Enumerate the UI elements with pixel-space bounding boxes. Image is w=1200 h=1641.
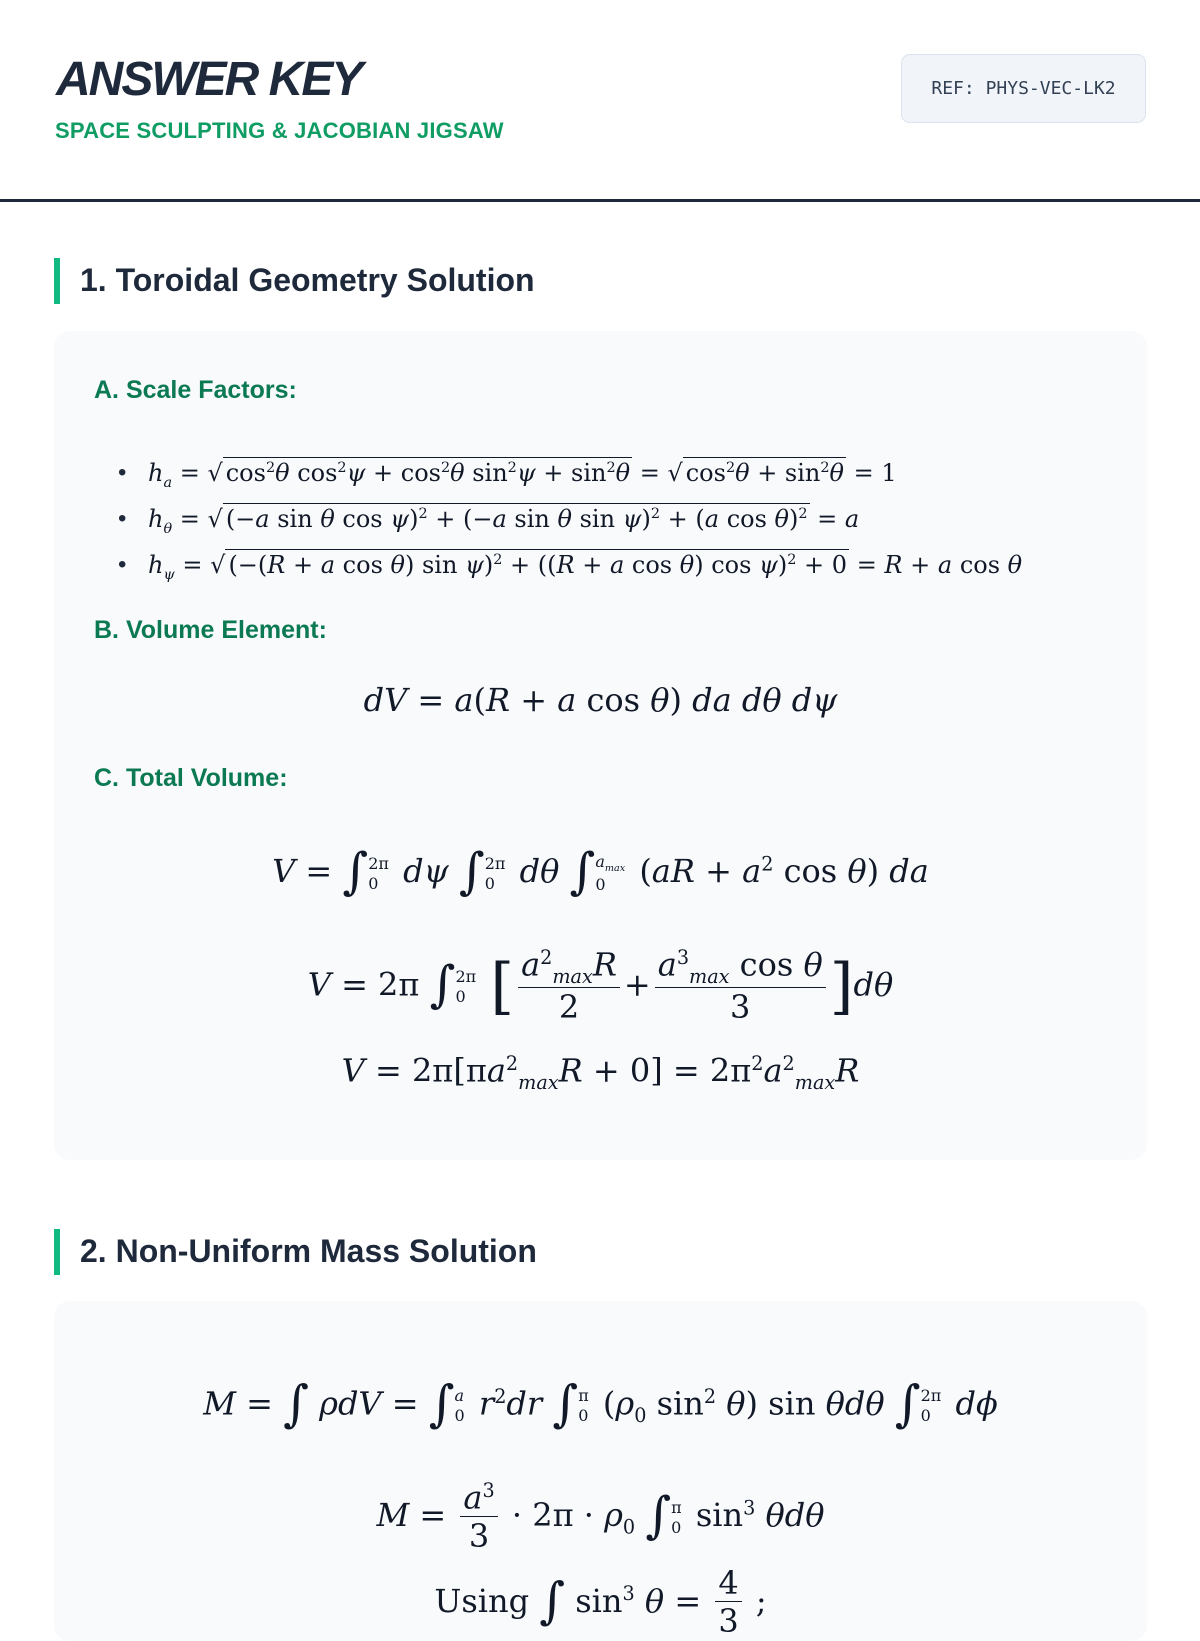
scale-factor-h-a: • $h_a$ = √ $\cos^2\theta$ $\cos^2\psi + \cos^2\theta$ $\sin^2\psi + \sin^2\theta$ = √ $\cos^2\theta + \sin^2\theta = 1$ xyxy=(118,450,1022,496)
reference-code: PHYS-VEC-LK2 xyxy=(985,78,1116,99)
subsection-title-total-volume: C. Total Volume: xyxy=(94,764,288,792)
page-header xyxy=(0,0,1200,202)
mass-integral-step-2: M = $\frac{a^3}{3}$ · $2\pi \cdot \rho_0$ ∫π 0 $\sin^3 \theta d\theta$ xyxy=(376,1478,825,1555)
mass-integral-step-1: M = ∫ ρdV = ∫a 0 $r^2dr$ ∫π 0 ($\rho_0$ $\sin^2 \theta$) sin θdθ ∫2π 0 dϕ xyxy=(203,1374,998,1433)
scale-factor-h-theta: • $h_\theta$ = √ (−a sin θ cos ψ)$^2$ + (−a sin θ sin ψ)$^2$ + (a cos θ)$^2$ = a xyxy=(118,496,1022,542)
reference-label: REF: xyxy=(931,78,975,99)
page-title: ANSWER KEY xyxy=(56,53,362,106)
page-subtitle: SPACE SCULPTING & JACOBIAN JIGSAW xyxy=(55,118,504,143)
mass-integral-note: Using ∫ $\sin^3 \theta$ = $\frac{4}{3}$ ; xyxy=(434,1564,767,1641)
subsection-title-scale-factors: A. Scale Factors: xyxy=(94,376,297,404)
total-volume-result: $V = 2\pi[\pi a^2_{max}R + 0] = 2\pi^2a^2_{max}R$ xyxy=(341,1051,860,1095)
reference-badge xyxy=(901,54,1146,123)
scale-factor-h-psi: • $h_\psi$ = √ (−(R + a cos θ) sin ψ)$^2$ + ((R + a cos θ) cos ψ)$^2$ + 0 = R + a cos θ xyxy=(118,542,1022,588)
volume-element-equation: dV = a(R + a cos θ) da dθ dψ xyxy=(363,681,838,719)
section-heading-toroidal: 1. Toroidal Geometry Solution xyxy=(54,256,535,304)
scale-factor-list xyxy=(118,450,1022,588)
section-heading-non-uniform-mass: 2. Non-Uniform Mass Solution xyxy=(54,1227,537,1275)
total-volume-step-1: V = ∫2π 0 dψ ∫2π 0 dθ $\int a_{max}$ 0 ($aR + a^2$ cos θ) da xyxy=(272,842,929,901)
total-volume-step-2: V = 2π ∫2π 0 [ $\frac{a^2_{max}R}{2}$ + $\frac{a^3_{max} \cos \theta}{3}$ ]dθ xyxy=(307,945,894,1027)
subsection-title-volume-element: B. Volume Element: xyxy=(94,616,327,644)
